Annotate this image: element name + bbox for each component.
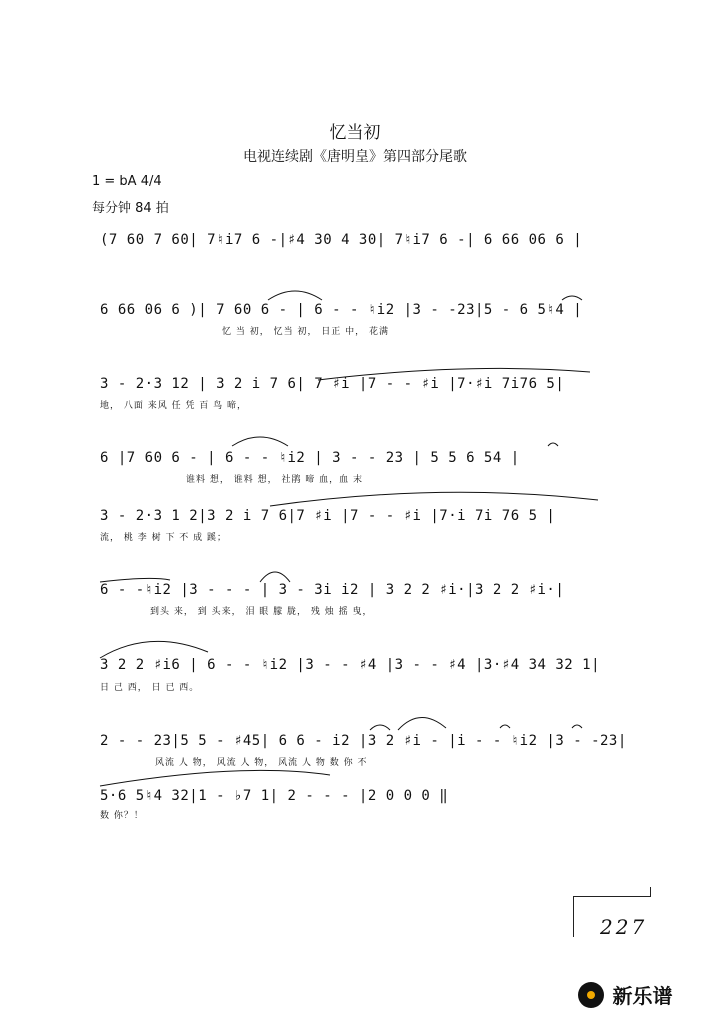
music-disc-icon bbox=[578, 982, 604, 1008]
slur bbox=[562, 296, 582, 300]
slur bbox=[270, 492, 598, 506]
slur bbox=[100, 641, 208, 658]
score-line-5-lyrics: 流， 桃 李 树 下 不 成 蹊； bbox=[100, 533, 228, 543]
slur bbox=[500, 725, 510, 728]
score-line-7-notes: 3 2 2 ♯i6 | 6 - - ♮i2 |3 - - ♯4 |3 - - ♯4 |3·♯4 34 32 1| bbox=[100, 657, 601, 673]
score-line-8-notes: 2 - - 23|5 5 - ♯45| 6 6 - i2 |3 2 ♯i - |i - - ♮i2 |3 - -23| bbox=[100, 733, 627, 749]
slur bbox=[548, 443, 558, 446]
score-line-3-lyrics: 地， 八面 来风 任 凭 百 鸟 啼， bbox=[100, 401, 248, 411]
score-line-6-lyrics: 到头 来， 到 头来， 泪 眼 朦 胧， 残 烛 摇 曳， bbox=[150, 607, 373, 617]
score-line-9-lyrics: 数 你？！ bbox=[100, 811, 144, 821]
key-signature: 1 = bA 4/4 bbox=[92, 174, 162, 189]
slur bbox=[100, 578, 170, 582]
slur bbox=[232, 437, 288, 446]
song-title: 忆当初 bbox=[329, 123, 381, 143]
watermark-text: 新乐谱 bbox=[612, 984, 673, 1008]
song-subtitle: 电视连续剧《唐明皇》第四部分尾歌 bbox=[243, 149, 467, 165]
score-line-4-notes: 6 |7 60 6 - | 6 - - ♮i2 | 3 - - 23 | 5 5 6 54 | bbox=[100, 450, 520, 466]
score-line-1-notes: (7 60 7 60| 7♮i7 6 -|♯4 30 4 30| 7♮i7 6 -| 6 66 06 6 | bbox=[100, 232, 583, 248]
slur bbox=[268, 291, 322, 300]
score-line-7-lyrics: 日 己 西， 日 已 西。 bbox=[100, 683, 200, 693]
slur bbox=[370, 725, 390, 730]
score-line-8-lyrics: 风流 人 物， 风流 人 物， 风流 人 物 数 你 不 bbox=[155, 758, 368, 768]
watermark-logo bbox=[578, 980, 672, 1009]
score-line-2-notes: 6 66 06 6 )| 7 60 6 - | 6 - - ♮i2 |3 - -23|5 - 6 5♮4 | bbox=[100, 302, 583, 318]
slur bbox=[318, 368, 590, 380]
score-line-6-notes: 6 - -♮i2 |3 - - - | 3 - 3i i2 | 3 2 2 ♯i·|3 2 2 ♯i·| bbox=[100, 582, 565, 598]
tempo-marking: 每分钟 84 拍 bbox=[92, 201, 169, 216]
score-line-4-lyrics: 谁料 想， 谁料 想， 社鹃 啼 血，血 末 bbox=[186, 475, 364, 485]
slur bbox=[100, 770, 330, 786]
page-number: 227 bbox=[600, 915, 648, 939]
slur bbox=[572, 725, 582, 728]
slur bbox=[398, 717, 446, 730]
score-line-3-notes: 3 - 2·3 12 | 3 2 i 7 6| 7 ♯i |7 - - ♯i |7·♯i 7i76 5| bbox=[100, 376, 565, 392]
slur bbox=[260, 572, 290, 582]
score-line-2-lyrics: 忆 当 初， 忆当 初， 日正 中， 花满 bbox=[222, 327, 390, 337]
score-line-9-notes: 5·6 5♮4 32|1 - ♭7 1| 2 - - - |2 0 0 0 ‖ bbox=[100, 788, 449, 804]
score-line-5-notes: 3 - 2·3 1 2|3 2 i 7 6|7 ♯i |7 - - ♯i |7·i 7i 76 5 | bbox=[100, 508, 556, 524]
